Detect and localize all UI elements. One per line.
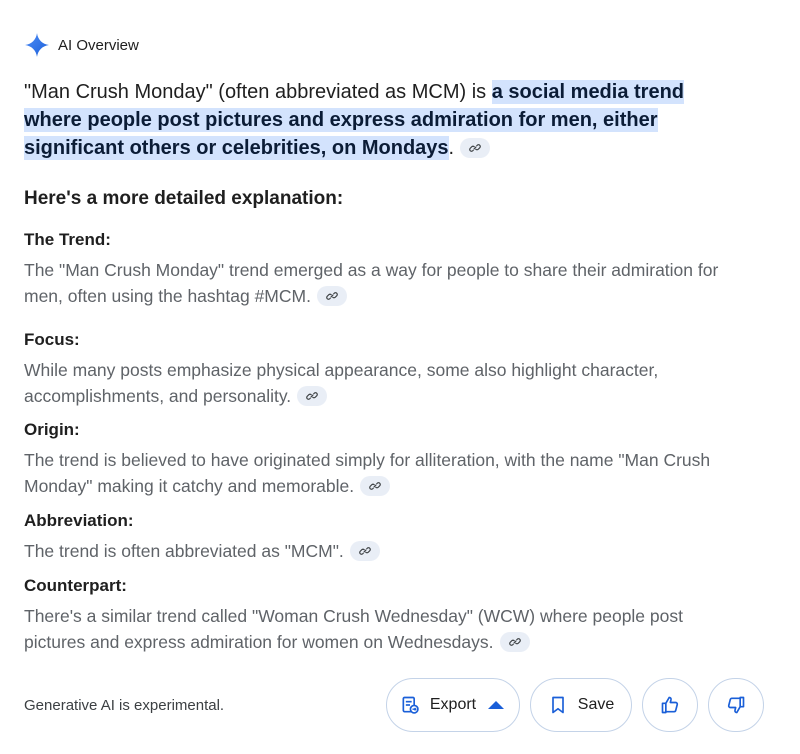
lead-suffix: . <box>448 137 455 159</box>
lead-prefix: "Man Crush Monday" (often abbreviated as MCM) is <box>24 81 492 103</box>
section-label: Focus: <box>24 330 80 349</box>
section-body-text: While many posts emphasize physical appearance, some also highlight character, accomplishments, and personality. <box>24 360 659 406</box>
source-link-button[interactable] <box>317 286 347 306</box>
section-body <box>24 357 744 409</box>
source-link-button[interactable] <box>360 476 390 496</box>
source-link-button[interactable] <box>297 386 327 406</box>
export-document-icon <box>400 695 420 715</box>
link-icon <box>326 290 338 302</box>
ai-overview-header <box>24 32 139 58</box>
explanation-subheading: Here's a more detailed explanation: <box>24 188 344 209</box>
section-label: Origin: <box>24 420 80 439</box>
thumbs-down-button[interactable] <box>708 678 764 732</box>
source-link-button[interactable] <box>350 541 380 561</box>
caret-up-icon <box>486 695 506 715</box>
bookmark-icon <box>548 695 568 715</box>
save-button[interactable] <box>530 678 632 732</box>
source-link-button[interactable] <box>460 138 490 158</box>
source-link-button[interactable] <box>500 632 530 652</box>
section-origin <box>24 419 744 499</box>
thumbs-up-icon <box>660 695 680 715</box>
section-focus <box>24 329 744 409</box>
section-label: Abbreviation: <box>24 511 134 530</box>
link-icon <box>369 480 381 492</box>
section-counterpart <box>24 575 744 655</box>
section-body <box>24 257 744 309</box>
link-icon <box>469 142 481 154</box>
section-body-text: The trend is believed to have originated simply for alliteration, with the name "Man Crush Monday" making it catchy and memorable. <box>24 450 711 496</box>
section-label: The Trend: <box>24 230 111 249</box>
section-body-text: There's a similar trend called "Woman Crush Wednesday" (WCW) where people post pictures and express admiration for women on Wednesdays. <box>24 606 683 652</box>
section-body <box>24 603 744 655</box>
thumbs-up-button[interactable] <box>642 678 698 732</box>
section-the-trend <box>24 229 744 309</box>
thumbs-down-icon <box>726 695 746 715</box>
section-abbreviation <box>24 510 744 564</box>
lead-paragraph <box>24 78 724 162</box>
experimental-note: Generative AI is experimental. <box>24 696 225 714</box>
export-button[interactable] <box>386 678 520 732</box>
link-icon <box>306 390 318 402</box>
link-icon <box>509 636 521 648</box>
section-body-text: The trend is often abbreviated as "MCM". <box>24 541 344 561</box>
link-icon <box>359 545 371 557</box>
section-body <box>24 447 744 499</box>
lead-highlight: a social media trend where people post pictures and express admiration for men, either significant others or celebrities, on Mondays <box>24 81 685 159</box>
overview-footer <box>24 677 764 733</box>
save-label: Save <box>577 696 615 713</box>
section-body-text: The "Man Crush Monday" trend emerged as a way for people to share their admiration for men, often using the hashtag #MCM. <box>24 260 719 306</box>
ai-overview-title: AI Overview <box>58 36 139 54</box>
sparkle-icon <box>24 32 50 58</box>
section-body <box>24 538 744 564</box>
section-label: Counterpart: <box>24 576 127 595</box>
export-label: Export <box>429 696 477 713</box>
